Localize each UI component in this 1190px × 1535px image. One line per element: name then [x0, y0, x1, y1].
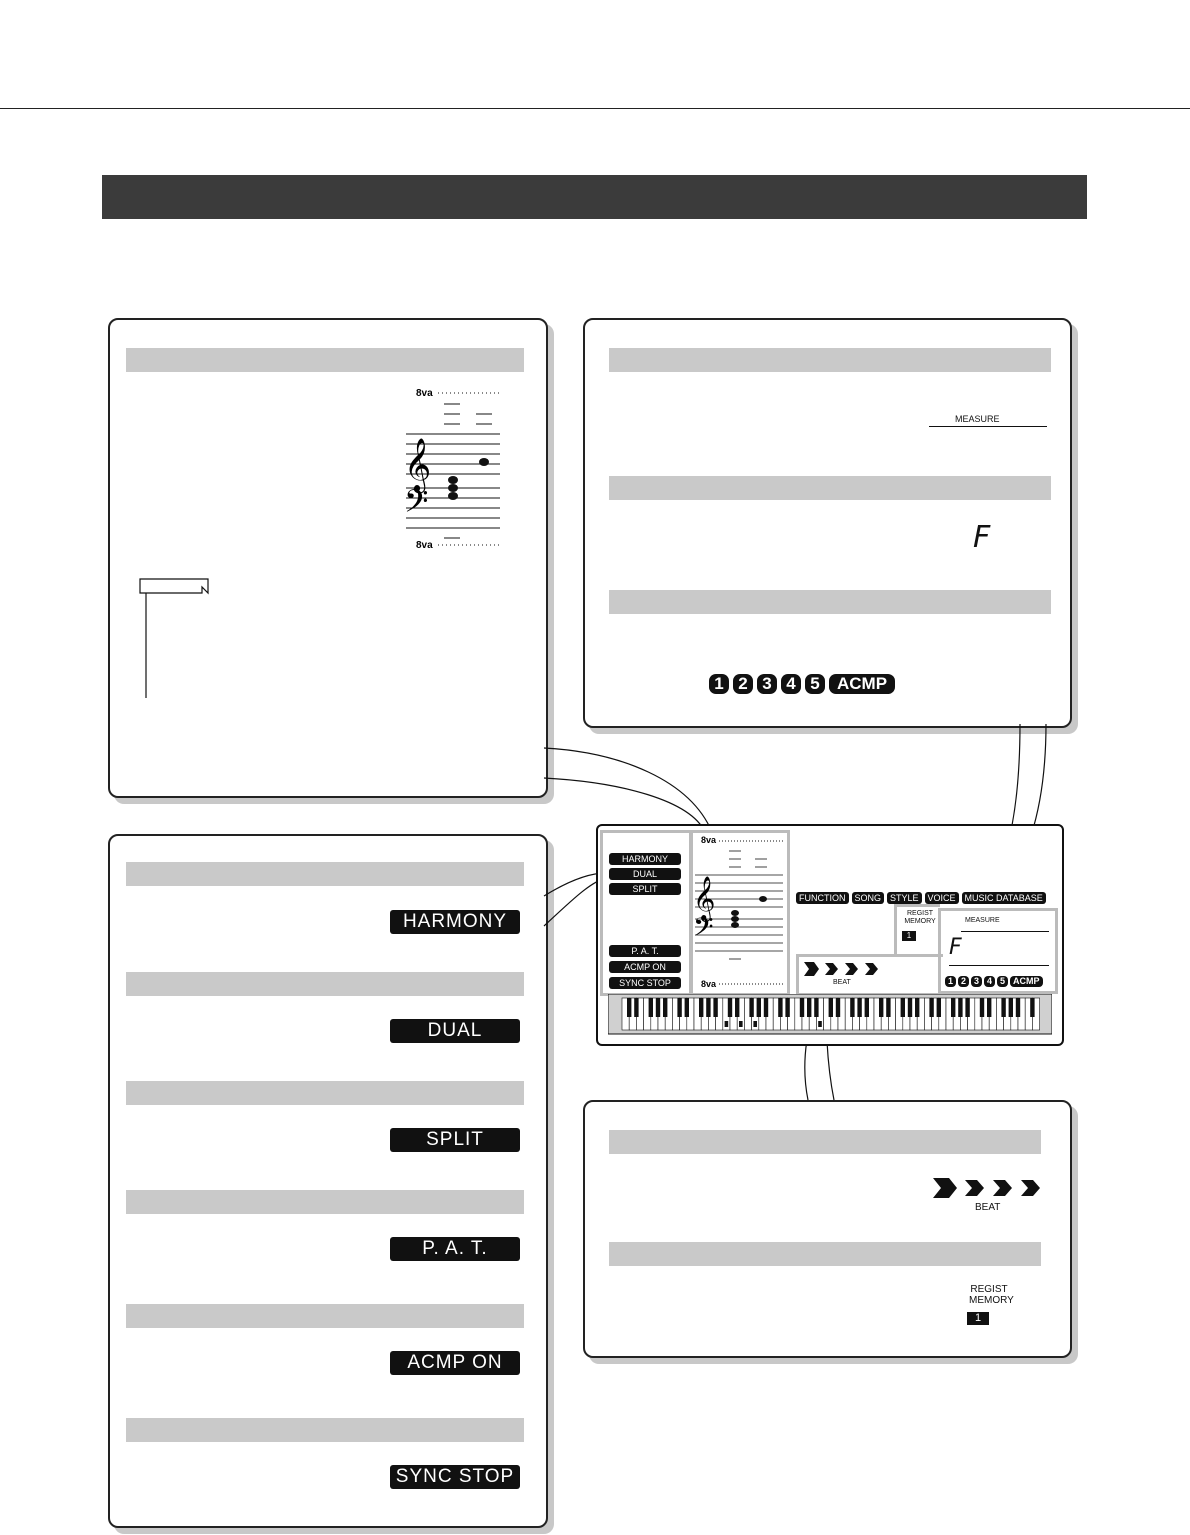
lcd-regist-number: 1	[902, 931, 916, 941]
black-key	[699, 998, 703, 1017]
harmony-badge: HARMONY	[390, 910, 520, 934]
black-key	[937, 998, 941, 1017]
black-key	[1001, 998, 1005, 1017]
regist-label-line2: MEMORY	[969, 1295, 1014, 1306]
pat-badge: P. A. T.	[390, 1237, 520, 1261]
regist-label-line1: REGIST	[970, 1284, 1008, 1295]
black-key	[778, 998, 782, 1017]
beat-label: BEAT	[975, 1202, 1001, 1213]
lcd-beat-area	[796, 954, 943, 996]
black-key	[1009, 998, 1013, 1017]
black-key	[865, 998, 869, 1017]
black-key	[800, 998, 804, 1017]
part-2-icon: 2	[733, 674, 753, 694]
black-key	[929, 998, 933, 1017]
svg-text:8va: 8va	[701, 835, 717, 845]
black-key	[915, 998, 919, 1017]
black-key	[965, 998, 969, 1017]
lcd-regist-line2: MEMORY	[904, 918, 936, 925]
lcd-beat-arrows-icon	[803, 961, 893, 977]
chip-function: FUNCTION	[796, 892, 849, 904]
black-key	[951, 998, 955, 1017]
chip-song: SONG	[852, 892, 885, 904]
lcd-part-3-icon: 3	[971, 976, 982, 987]
black-key	[706, 998, 710, 1017]
part-3-icon: 3	[757, 674, 777, 694]
lcd-parts-divider	[949, 965, 1049, 966]
black-key	[958, 998, 962, 1017]
black-key	[980, 998, 984, 1017]
acmp-on-badge: ACMP ON	[390, 1351, 520, 1375]
pressed-key-marker	[818, 1021, 822, 1027]
black-key	[1016, 998, 1020, 1017]
bass-clef-icon: 𝄢	[404, 483, 429, 527]
black-key	[764, 998, 768, 1017]
lcd-part-4-icon: 4	[984, 976, 995, 987]
part-1-icon: 1	[709, 674, 729, 694]
octave-label-bottom: 8va	[416, 540, 433, 551]
part-4-icon: 4	[781, 674, 801, 694]
chip-style: STYLE	[887, 892, 922, 904]
lcd-pat: P. A. T.	[609, 945, 681, 957]
lcd-acmp-on: ACMP ON	[609, 961, 681, 973]
pressed-key-marker	[725, 1021, 729, 1027]
chip-music-database: MUSIC DATABASE	[962, 892, 1046, 904]
dual-badge: DUAL	[390, 1019, 520, 1043]
lcd-display	[596, 824, 1064, 1046]
black-key	[649, 998, 653, 1017]
black-key	[987, 998, 991, 1017]
lcd-treble-clef-icon: 𝄞	[693, 876, 716, 920]
black-key	[829, 998, 833, 1017]
black-key	[735, 998, 739, 1017]
lcd-beat-label: BEAT	[833, 979, 851, 986]
lcd-regist-label	[900, 910, 940, 926]
black-key	[634, 998, 638, 1017]
lcd-dual: DUAL	[609, 868, 681, 880]
black-key	[728, 998, 732, 1017]
lcd-part-indicators	[945, 971, 1043, 989]
lcd-harmony: HARMONY	[609, 853, 681, 865]
split-badge: SPLIT	[390, 1128, 520, 1152]
lcd-staff-figure	[693, 833, 787, 993]
chip-voice: VOICE	[925, 892, 959, 904]
octave-label-top: 8va	[416, 388, 433, 399]
black-key	[857, 998, 861, 1017]
lcd-staff-column	[690, 830, 790, 996]
pressed-key-marker	[753, 1021, 757, 1027]
part-5-icon: 5	[805, 674, 825, 694]
black-key	[850, 998, 854, 1017]
lcd-acmp-icon: ACMP	[1010, 976, 1043, 987]
lcd-measure-underline	[961, 931, 1049, 932]
lcd-part-1-icon: 1	[945, 976, 956, 987]
lcd-split: SPLIT	[609, 883, 681, 895]
lcd-sync-stop: SYNC STOP	[609, 977, 681, 989]
lcd-mode-column	[600, 830, 692, 996]
black-key	[908, 998, 912, 1017]
pressed-key-marker	[739, 1021, 743, 1027]
black-key	[627, 998, 631, 1017]
svg-text:8va: 8va	[701, 979, 717, 989]
black-key	[886, 998, 890, 1017]
black-key	[713, 998, 717, 1017]
measure-label: MEASURE	[955, 414, 1000, 424]
sync-stop-badge: SYNC STOP	[390, 1465, 520, 1489]
black-key	[677, 998, 681, 1017]
lcd-divider-top	[894, 904, 940, 907]
lcd-keyboard	[608, 994, 1052, 1038]
acmp-icon: ACMP	[829, 674, 895, 694]
black-key	[656, 998, 660, 1017]
black-key	[1030, 998, 1034, 1017]
black-key	[879, 998, 883, 1017]
lcd-measure-label: MEASURE	[965, 917, 1000, 924]
lcd-divider-vertical	[894, 904, 897, 957]
black-key	[785, 998, 789, 1017]
lcd-part-5-icon: 5	[997, 976, 1008, 987]
lcd-measure-box	[938, 908, 1058, 994]
black-key	[814, 998, 818, 1017]
black-key	[663, 998, 667, 1017]
black-key	[757, 998, 761, 1017]
lcd-fingering-symbol: F	[949, 935, 962, 960]
lcd-regist-line1: REGIST	[906, 910, 934, 917]
black-key	[807, 998, 811, 1017]
black-key	[749, 998, 753, 1017]
regist-number: 1	[967, 1312, 989, 1325]
black-key	[836, 998, 840, 1017]
fingering-symbol: F	[973, 520, 991, 555]
black-key	[901, 998, 905, 1017]
black-key	[685, 998, 689, 1017]
treble-clef-icon: 𝄞	[404, 437, 432, 491]
lcd-bass-clef-icon: 𝄢	[693, 911, 714, 949]
lcd-part-2-icon: 2	[958, 976, 969, 987]
